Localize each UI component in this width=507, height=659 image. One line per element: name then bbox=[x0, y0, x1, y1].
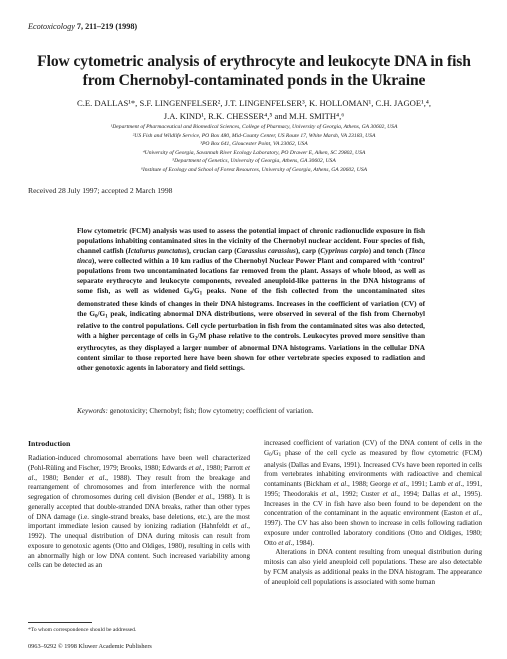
title-line-1: Flow cytometric analysis of erythrocyte and leukocyte DNA in fish bbox=[37, 53, 471, 70]
affiliation-4: ⁴University of Georgia, Savannah River Ecology Laboratory, PO Drawer E, Aiken, SC 29802, USA bbox=[142, 149, 366, 156]
authors-line-2: J.A. KIND¹, R.K. CHESSER⁴,⁵ and M.H. SMITH⁴,⁶ bbox=[163, 111, 345, 121]
section-heading-introduction: Introduction bbox=[28, 439, 71, 448]
abstract: Flow cytometric (FCM) analysis was used to assess the potential impact of chronic radionuclide exposure in fish populations inhabiting contaminated sites in the vicinity of the Chernobyl nuclear accident. Four species of fish, channel catfish (Ictalurus punctatus), crucian carp (Carassius carassius), carp (Cyprinus carpio) and tench (Tinca tinca), were collected within a 10 km radius of the Chernobyl Nuclear Power Plant and compared with ‘control’ populations from two uncontaminated locations far removed from the plant. Assays of whole blood, as well as separate erythrocyte and leukocyte components, revealed aneuploid-like patterns in the DNA histograms of some fish, as well as widened $G_0/G_1$ peaks. None of the fish collected from the uncontaminated sites demonstrated these kinds of changes in their DNA histograms. Increases in the coefficient of variation (CV) of the $G_0/G_1$ peak, indicating abnormal DNA distributions, were observed in several of the fish from Chernobyl relative to the control populations. Cell cycle perturbation in fish from the contaminated sites was also detected, with a higher percentage of cells in $G_2/M$ phase relative to the controls. Leukocytes proved more sensitive than erythrocytes, as they displayed a larger number of abnormal DNA histograms. Variations in the cellular DNA content similar to those reported here have been shown for other vertebrate species exposed to radiation and other genotoxic agents in laboratory and field settings. bbox=[77, 227, 425, 373]
affiliation-3: ³PO Box 641, Gloucester Point, VA 23062, USA bbox=[200, 141, 308, 148]
body-text-left-column: Radiation-induced chromosomal aberrations have been well characterized (Pohl-Rüling and Fischer, 1979; Brooks, 1980; Edwards et al., 1980; Parrott et al., 1980; Bender et al., 1988). They result from the breakage and rearrangement of chromosomes and from interference with the normal segregation of chromosomes during cell division (Bender et al., 1988). It is generally accepted that double-stranded DNA breaks, rather than other types of DNA damage (i.e. single-strand breaks, base deletions, etc.), are the most important immediate lesion caused by ionizing radiation (Hahnfeldt et al., 1992). The unequal distribution of DNA during mitosis can result from exposure to genotoxic agents (Otto and Oldiges, 1980), resulting in cells with an abnormally high or low DNA content. Such increased variability among cells can be detected as an bbox=[28, 454, 250, 570]
keywords bbox=[77, 407, 437, 415]
affiliation-1: ¹Department of Pharmaceutical and Biomedical Sciences, College of Pharmacy, University of Georgia, Athens, GA 30602, USA bbox=[110, 124, 398, 130]
affiliation-5: ⁵Department of Genetics, University of Georgia, Athens, GA 30602, USA bbox=[172, 158, 336, 165]
correspondence-footnote: *To whom correspondence should be addressed. bbox=[28, 627, 137, 633]
article-title bbox=[28, 52, 480, 90]
title-line-2: from Chernobyl-contaminated ponds in the Ukraine bbox=[82, 72, 426, 89]
affiliation-2: ²US Fish and Wildlife Service, PO Box 480, Mid-County Center, US Route 17, White Marsh, VA 23183, USA bbox=[132, 132, 376, 139]
keywords-text: genotoxicity; Chernobyl; fish; flow cytometry; coefficient of variation. bbox=[109, 407, 314, 415]
body-text-right-column: increased coefficient of variation (CV) of the DNA content of cells in the $G_0/G_1$ phase of the cell cycle as measured by flow cytometric (FCM) analysis (Dallas and Evans, 1991). Increased CVs have been reported in cells from vertebrates inhabiting environments with radioactive and chemical contaminants (Bickham et al., 1988; George et al., 1991; Lamb et al., 1991, 1995; Theodorakis et al., 1992; Custer et al., 1994; Dallas et al., 1995). Increases in the CV in fish have also been found to be dependent on the concentration of the contaminant in the aquatic environment (Easton et al., 1997). The CV has also been shown to increase in cells following radiation exposure under controlled laboratory conditions (Otto and Oldiges, 1980; Otto et al., 1984). Alterations in DNA content resulting from unequal distribution during mitosis can also yield aneuploid cell populations. These are also detectable by FCM analysis as additional peaks in the DNA histogram. The appearance of aneuploid cell populations is associated with some human bbox=[264, 439, 482, 586]
copyright-line: 0963–9292 © 1998 Kluwer Academic Publishers bbox=[28, 643, 152, 650]
journal-name: Ecotoxicology bbox=[28, 22, 75, 31]
author-list bbox=[28, 97, 480, 123]
received-dates: Received 28 July 1997; accepted 2 March 1998 bbox=[28, 186, 173, 195]
journal-citation bbox=[28, 22, 137, 31]
affiliations bbox=[28, 123, 480, 175]
footnote-divider bbox=[28, 622, 92, 623]
affiliation-6: ⁶Institute of Ecology and School of Forest Resources, University of Georgia, Athens, GA 30602, USA bbox=[140, 166, 368, 173]
authors-line-1: C.E. DALLAS¹*, S.F. LINGENFELSER², J.T. LINGENFELSER³, K. HOLLOMAN¹, C.H. JAGOE¹,⁴, bbox=[76, 98, 431, 108]
volume-pages: 7, 211–219 (1998) bbox=[76, 22, 138, 31]
keywords-label: Keywords: bbox=[77, 407, 108, 415]
